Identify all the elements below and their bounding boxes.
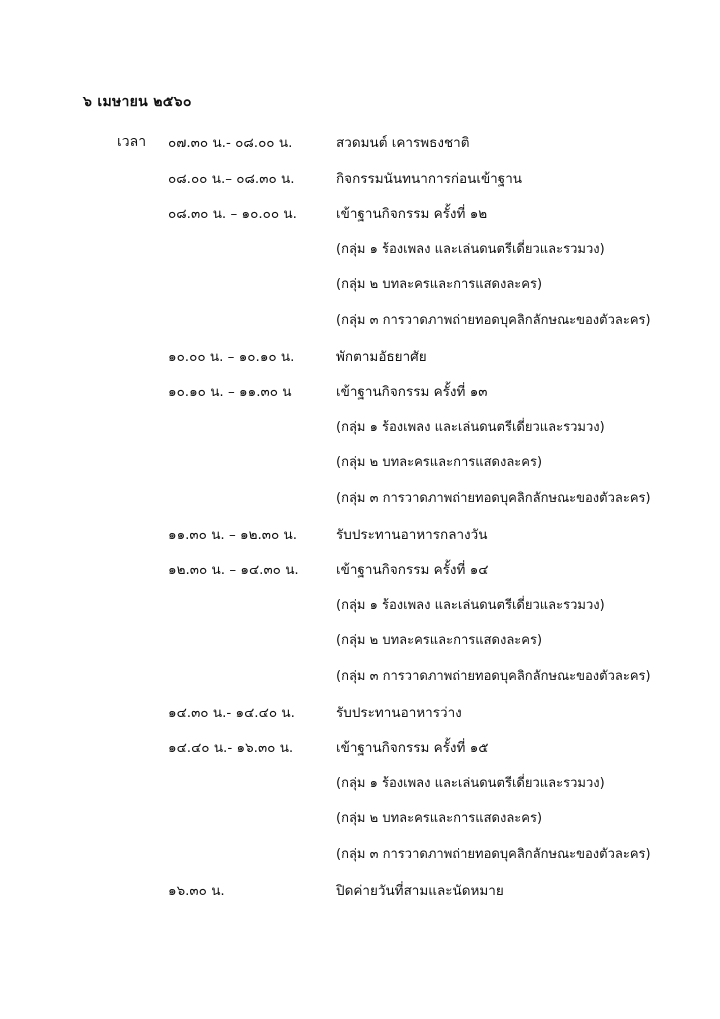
schedule-group-detail: (กลุ่ม ๒ บทละครและการแสดงละคร): [336, 277, 543, 292]
schedule-time: ๑๐.๑๐ น. – ๑๑.๓๐ น: [168, 384, 292, 400]
schedule-group-detail: (กลุ่ม ๑ ร้องเพลง และเล่นดนตรีเดี่ยวและรวมวง): [336, 420, 605, 435]
schedule-group-detail: (กลุ่ม ๑ ร้องเพลง และเล่นดนตรีเดี่ยวและรวมวง): [336, 598, 605, 613]
schedule-group-detail: (กลุ่ม ๑ ร้องเพลง และเล่นดนตรีเดี่ยวและรวมวง): [336, 776, 605, 791]
schedule-time: ๑๒.๓๐ น. – ๑๔.๓๐ น.: [168, 562, 299, 578]
schedule-time: ๑๐.๐๐ น. – ๑๐.๑๐ น.: [168, 349, 295, 365]
schedule-time: ๑๔.๓๐ น.- ๑๔.๔๐ น.: [168, 705, 295, 721]
schedule-activity: กิจกรรมนันทนาการก่อนเข้าฐาน: [336, 171, 523, 187]
schedule-group-detail: (กลุ่ม ๒ บทละครและการแสดงละคร): [336, 811, 543, 826]
time-label: เวลา: [117, 134, 147, 150]
schedule-activity: รับประทานอาหารกลางวัน: [336, 527, 488, 543]
schedule-time: ๑๖.๓๐ น.: [168, 883, 225, 899]
schedule-activity: ปิดค่ายวันที่สามและนัดหมาย: [336, 883, 504, 899]
schedule-activity: เข้าฐานกิจกรรม ครั้งที่ ๑๔: [336, 562, 489, 578]
schedule-group-detail: (กลุ่ม ๓ การวาดภาพถ่ายทอดบุคลิกลักษณะของตัวละคร): [336, 847, 651, 862]
schedule-time: ๐๗.๓๐ น.- ๐๘.๐๐ น.: [168, 135, 293, 151]
schedule-activity: เข้าฐานกิจกรรม ครั้งที่ ๑๒: [336, 206, 488, 222]
schedule-group-detail: (กลุ่ม ๒ บทละครและการแสดงละคร): [336, 633, 543, 648]
schedule-time: ๑๔.๔๐ น.- ๑๖.๓๐ น.: [168, 740, 294, 756]
date-heading: ๖ เมษายน ๒๕๖๐: [83, 94, 192, 110]
schedule-activity: เข้าฐานกิจกรรม ครั้งที่ ๑๓: [336, 384, 488, 400]
schedule-group-detail: (กลุ่ม ๓ การวาดภาพถ่ายทอดบุคลิกลักษณะของตัวละคร): [336, 313, 651, 328]
schedule-group-detail: (กลุ่ม ๓ การวาดภาพถ่ายทอดบุคลิกลักษณะของตัวละคร): [336, 669, 651, 684]
schedule-group-detail: (กลุ่ม ๓ การวาดภาพถ่ายทอดบุคลิกลักษณะของตัวละคร): [336, 491, 651, 506]
schedule-group-detail: (กลุ่ม ๒ บทละครและการแสดงละคร): [336, 455, 543, 470]
schedule-time: ๐๘.๓๐ น. – ๑๐.๐๐ น.: [168, 206, 297, 222]
schedule-activity: เข้าฐานกิจกรรม ครั้งที่ ๑๕: [336, 740, 489, 756]
schedule-time: ๑๑.๓๐ น. – ๑๒.๓๐ น.: [168, 527, 298, 543]
schedule-activity: พักตามอัธยาศัย: [336, 349, 427, 365]
schedule-time: ๐๘.๐๐ น.– ๐๘.๓๐ น.: [168, 171, 295, 187]
schedule-activity: รับประทานอาหารว่าง: [336, 705, 462, 721]
schedule-activity: สวดมนต์ เคารพธงชาติ: [336, 135, 470, 151]
schedule-group-detail: (กลุ่ม ๑ ร้องเพลง และเล่นดนตรีเดี่ยวและรวมวง): [336, 242, 605, 257]
